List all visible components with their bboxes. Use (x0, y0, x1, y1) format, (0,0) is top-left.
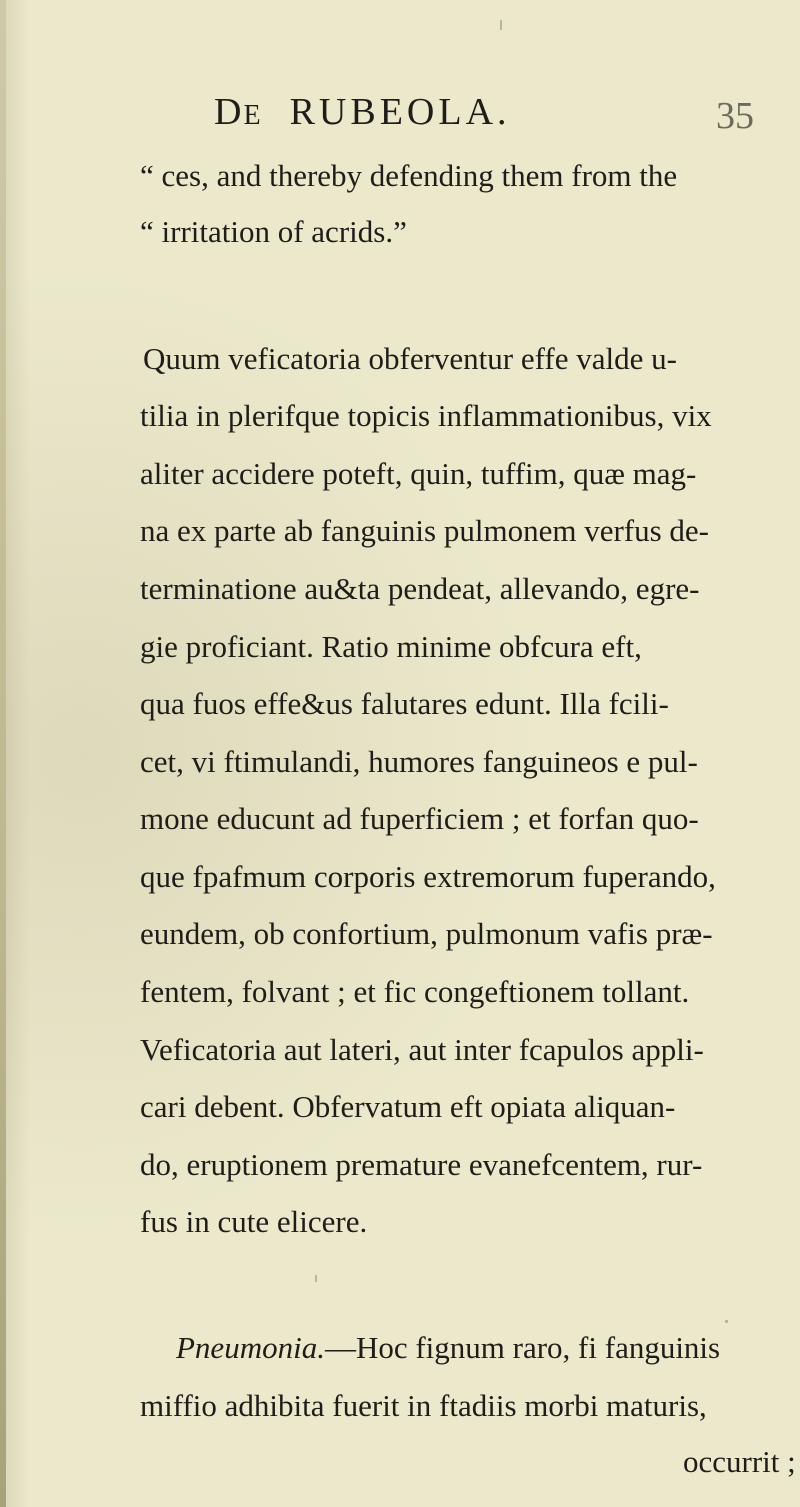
quote-line: “ ces, and thereby defending them from the (140, 158, 678, 193)
paragraph-line: aliter accidere poteft, quin, tuffim, quæ mag- (140, 456, 697, 491)
paragraph-line: fentem, folvant ; et fic congeftionem tollant. (140, 974, 690, 1009)
running-head-title: RUBEOLA. (289, 91, 511, 133)
paragraph-line (176, 1328, 720, 1368)
paragraph-line: do, eruptionem premature evanefcentem, rur- (140, 1147, 703, 1182)
paragraph-line: Veficatoria aut lateri, aut inter fcapulos appli- (140, 1032, 704, 1067)
quote-line: “ irritation of acrids.” (140, 214, 407, 249)
paragraph-line: que fpafmum corporis extremorum fuperando, (140, 859, 716, 894)
running-head-d: D (214, 91, 244, 133)
paragraph-line: tilia in plerifque topicis inflammationibus, vix (140, 398, 712, 433)
paragraph-line: terminatione au&ta pendeat, allevando, egre- (140, 571, 700, 606)
running-head (214, 90, 511, 134)
paragraph-line: gie proficiant. Ratio minime obfcura eft, (140, 629, 642, 664)
paragraph-line: Quum veficatoria obferventur effe valde u- (143, 341, 677, 376)
page-binding-edge (0, 0, 6, 1507)
running-head-e: E (243, 100, 263, 131)
section-lead-rest: —Hoc fignum raro, fi fanguinis (324, 1330, 721, 1365)
paragraph-line: cari debent. Obfervatum eft opiata aliquan- (140, 1089, 676, 1124)
paragraph-line: eundem, ob confortium, pulmonum vafis præ- (140, 916, 713, 951)
paragraph-line: cet, vi ftimulandi, humores fanguineos e pul- (140, 744, 698, 779)
paper-speck (725, 1320, 728, 1323)
paragraph-line: na ex parte ab fanguinis pulmonem verfus de- (140, 513, 710, 548)
paragraph-line: fus in cute elicere. (140, 1204, 368, 1239)
page-header (0, 90, 800, 140)
paper-speck (315, 1275, 317, 1282)
paper-speck (500, 20, 502, 30)
catchword: occurrit ; (683, 1444, 796, 1479)
paragraph-line: mone educunt ad fuperficiem ; et forfan quo- (140, 801, 699, 836)
section-lead-italic: Pneumonia. (176, 1330, 325, 1365)
paragraph-line: qua fuos effe&us falutares edunt. Illa fcili- (140, 686, 669, 721)
page-number: 35 (716, 95, 754, 137)
paragraph-line: miffio adhibita fuerit in ftadiis morbi maturis, (140, 1388, 707, 1423)
